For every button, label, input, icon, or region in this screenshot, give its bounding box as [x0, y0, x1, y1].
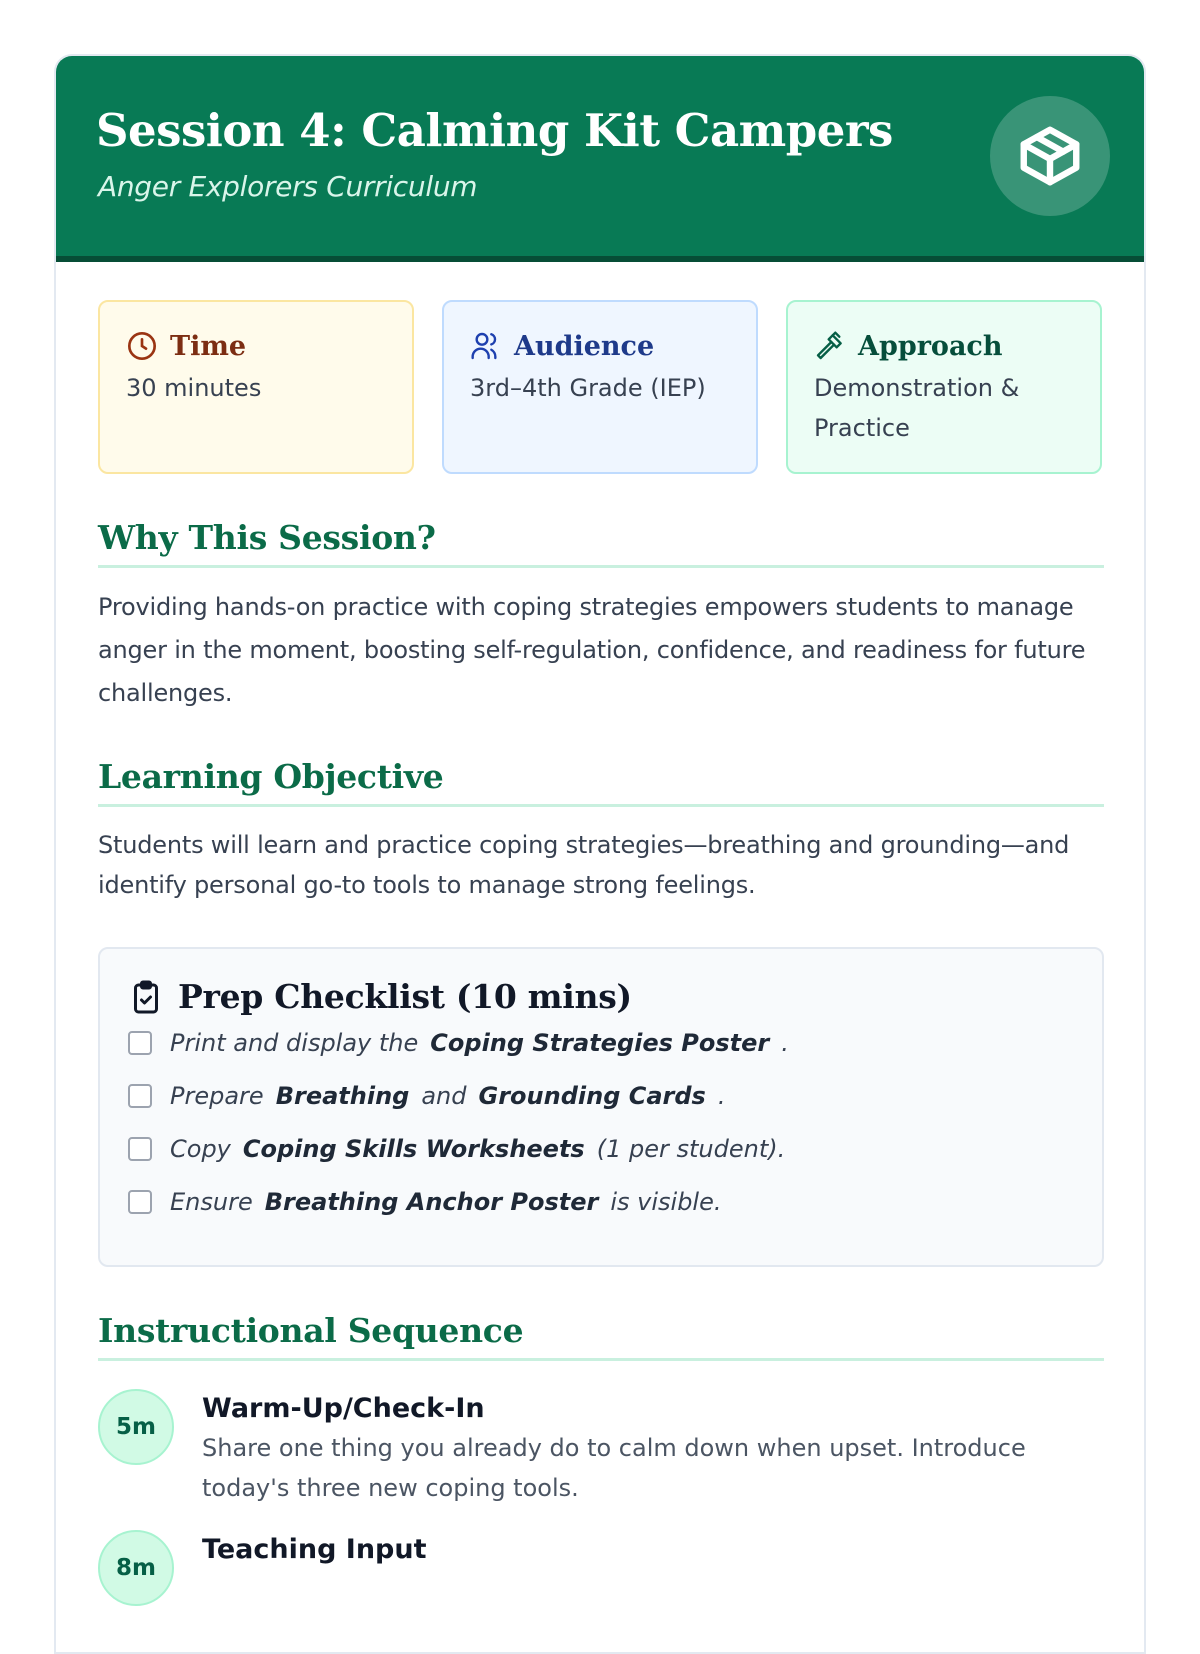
clock-icon [126, 330, 158, 362]
info-approach-value: Demonstration & Practice [814, 374, 1020, 442]
step-time-badge: 8m [98, 1530, 174, 1606]
info-card-time [98, 300, 414, 474]
prep-title: Prep Checklist (10 mins) [178, 977, 632, 1016]
info-cards [98, 300, 1104, 474]
sequence-section [98, 1311, 1104, 1606]
info-time-label: Time [170, 330, 247, 362]
info-approach-label: Approach [858, 330, 1003, 362]
objective-text: Students will learn and practice coping strategies—breathing and grounding—and identify personal go-to tools to manage strong feelings. [98, 831, 1070, 899]
checkbox[interactable] [128, 1084, 152, 1108]
checkbox[interactable] [128, 1031, 152, 1055]
package-icon [1015, 121, 1085, 191]
why-text: Providing hands-on practice with coping strategies empowers students to manage anger in the moment, boosting self-regulation, confidence, and readiness for future challenges. [98, 593, 1086, 707]
sequence-heading: Instructional Sequence [98, 1311, 1104, 1361]
sequence-step [98, 1530, 1104, 1606]
checklist-item[interactable]: Copy Coping Skills Worksheets (1 per student). [128, 1122, 1074, 1175]
checklist-item[interactable]: Print and display the Coping Strategies Poster . [128, 1016, 1074, 1069]
step-description: Share one thing you already do to calm down when upset. Introduce today's three new coping tools. [202, 1434, 1026, 1502]
checklist-item[interactable]: Prepare Breathing and Grounding Cards . [128, 1069, 1074, 1122]
content [98, 300, 1104, 1606]
why-heading: Why This Session? [98, 518, 1104, 568]
info-audience-value: 3rd–4th Grade (IEP) [470, 374, 706, 402]
clipboard-check-icon [128, 978, 164, 1016]
sequence-step [98, 1389, 1104, 1508]
step-title: Teaching Input [202, 1534, 427, 1565]
header-badge [990, 96, 1110, 216]
users-icon [470, 330, 502, 362]
info-card-approach [786, 300, 1102, 474]
checklist-item[interactable]: Ensure Breathing Anchor Poster is visible. [128, 1175, 1074, 1228]
objective-heading: Learning Objective [98, 757, 1104, 807]
checkbox[interactable] [128, 1137, 152, 1161]
checkbox[interactable] [128, 1190, 152, 1214]
prep-checklist [98, 947, 1104, 1267]
why-section [98, 518, 1104, 715]
step-time-badge: 5m [98, 1389, 174, 1465]
info-time-value: 30 minutes [126, 374, 262, 402]
page-title: Session 4: Calming Kit Campers [96, 104, 893, 157]
step-title: Warm-Up/Check-In [202, 1393, 485, 1424]
header [56, 56, 1144, 262]
page-subtitle: Anger Explorers Curriculum [98, 170, 478, 203]
info-audience-label: Audience [514, 330, 655, 362]
lesson-card [54, 54, 1146, 1654]
info-card-audience [442, 300, 758, 474]
hammer-icon [814, 330, 846, 362]
objective-section [98, 757, 1104, 905]
